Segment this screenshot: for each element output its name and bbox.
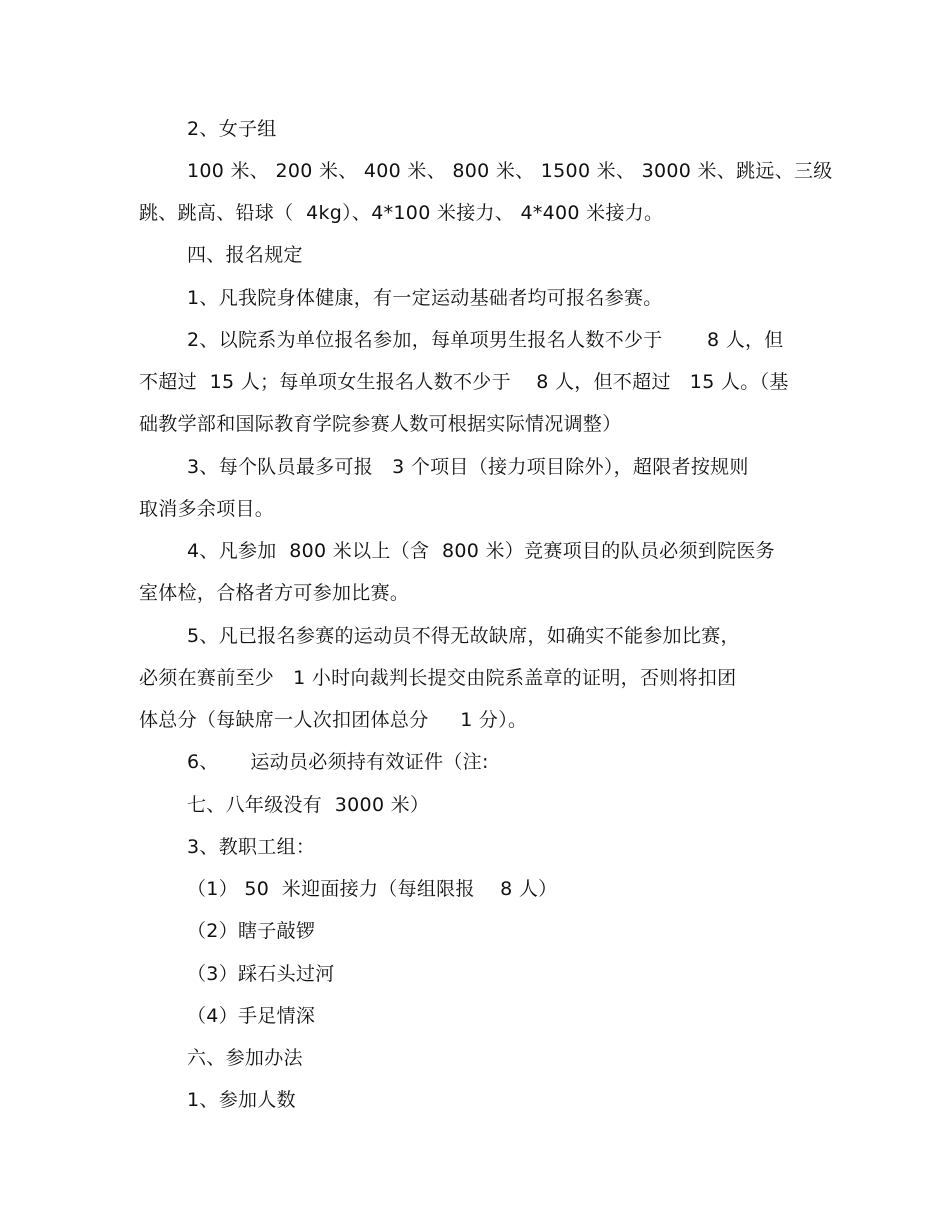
- list-item: （4）手足情深: [187, 1005, 316, 1027]
- list-item: （1） 50 米迎面接力（每组限报 8 人）: [187, 878, 558, 900]
- paragraph-line: 2、以院系为单位报名参加，每单项男生报名人数不少于 8 人，但: [187, 329, 784, 351]
- paragraph-line: 必须在赛前至少 1 小时向裁判长提交由院系盖章的证明，否则将扣团: [139, 667, 737, 689]
- paragraph-line: 3、每个队员最多可报 3 个项目（接力项目除外），超限者按规则: [187, 456, 749, 478]
- list-item: （2）瞎子敲锣: [187, 920, 316, 942]
- paragraph-line: 4、凡参加 800 米以上（含 800 米）竞赛项目的队员必须到院医务: [187, 540, 775, 562]
- list-item: （3）踩石头过河: [187, 963, 335, 985]
- paragraph-line: 1、参加人数: [187, 1089, 296, 1111]
- section-staff-group: 3、教职工组：: [187, 836, 316, 858]
- paragraph-line: 跳、跳高、铅球（ 4kg）、4*100 米接力、 4*400 米接力。: [139, 202, 664, 224]
- section-heading-registration: 四、报名规定: [187, 244, 303, 266]
- paragraph-line: 5、凡已报名参赛的运动员不得无故缺席，如确实不能参加比赛，: [187, 625, 740, 647]
- paragraph-line: 体总分（每缺席一人次扣团体总分 1 分）。: [139, 709, 528, 731]
- paragraph-line: 础教学部和国际教育学院参赛人数可根据实际情况调整）: [139, 413, 622, 435]
- paragraph-line: 100 米、 200 米、 400 米、 800 米、 1500 米、 3000 米、跳远、三级: [187, 160, 833, 182]
- paragraph-line: 不超过 15 人；每单项女生报名人数不少于 8 人，但不超过 15 人。（基: [139, 371, 789, 393]
- paragraph-line: 1、凡我院身体健康，有一定运动基础者均可报名参赛。: [187, 287, 663, 309]
- section-heading-participation: 六、参加办法: [187, 1047, 303, 1069]
- paragraph-line: 七、八年级没有 3000 米）: [187, 794, 430, 816]
- paragraph-line: 取消多余项目。: [139, 498, 275, 520]
- section-women-group: 2、女子组: [187, 118, 277, 140]
- paragraph-line: 室体检，合格者方可参加比赛。: [139, 582, 410, 604]
- paragraph-line: 6、 运动员必须持有效证件（注:: [187, 751, 489, 773]
